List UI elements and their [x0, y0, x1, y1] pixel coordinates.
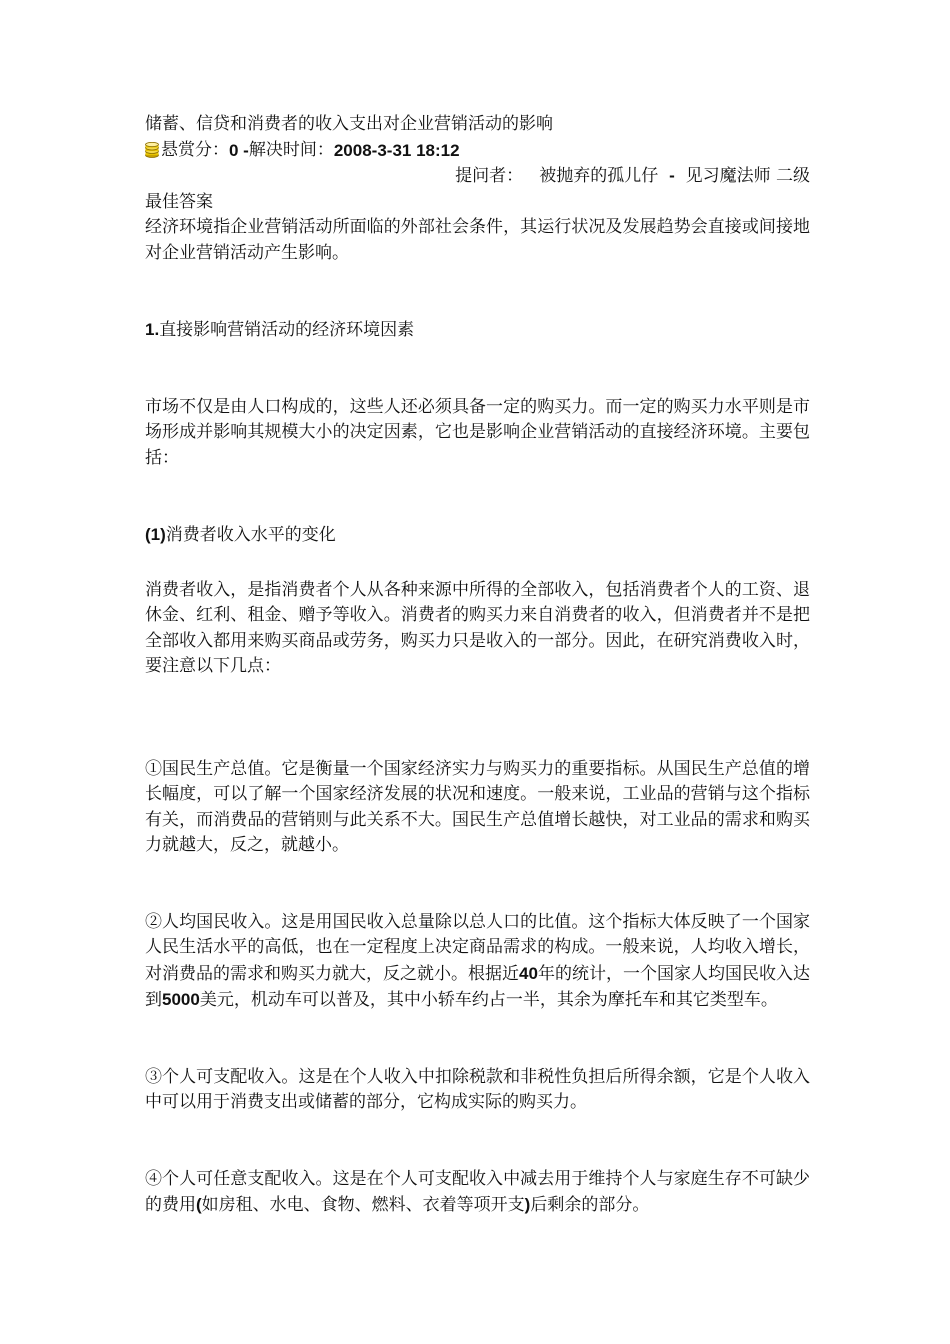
- point-4-paragraph: [145, 1167, 810, 1219]
- subsection-1-text: 消费者收入，是指消费者个人从各种来源中所得的全部收入，包括消费者个人的工资、退休金、红利、租金、赠予等收入。消费者的购买力来自消费者的收入，但消费者并不是把全部收入都用来购买商品或劳务，购买力只是收入的一部分。因此，在研究消费收入时，要注意以下几点：: [145, 579, 810, 676]
- resolve-time-value: 2008-3-31 18:12: [333, 140, 460, 160]
- point-2-income: 5000: [162, 990, 200, 1009]
- coin-stack-icon: [145, 141, 159, 157]
- question-title: 储蓄、信贷和消费者的收入支出对企业营销活动的影响: [145, 114, 553, 134]
- point-2-years: 40: [519, 963, 538, 983]
- subsection-1-number: (1): [145, 525, 166, 544]
- section-1-heading: [145, 317, 810, 344]
- section-1-number: 1.: [145, 320, 160, 339]
- section-1-text: 市场不仅是由人口构成的，这些人还必须具备一定的购买力。而一定的购买力水平则是市场形成并影响其规模大小的决定因素，它也是影响企业营销活动的直接经济环境。主要包括：: [145, 396, 810, 468]
- asker-info: [145, 163, 810, 190]
- subsection-1-heading: [145, 522, 810, 549]
- asker-name[interactable]: 被抛弃的孤儿仔: [539, 166, 659, 186]
- subsection-1-title: 消费者收入水平的变化: [165, 525, 336, 545]
- point-4-paren-open: (: [196, 1195, 202, 1214]
- point-2-text-a: ②人均国民收入。这是用国民收入总量除以总人口的比值。这个指标大体反映了一个国家人民生活水平的高低，也在一定程度上决定商品需求的构成。一般来说，人均收入增长，对消费品的需求和购买力就大，反之就小。根据近: [145, 911, 810, 984]
- point-2-text-b: 年的统计，一个国家人均国民收入达到: [145, 963, 811, 1010]
- point-2-paragraph: [145, 910, 810, 1014]
- section-1-title: 直接影响营销活动的经济环境因素: [159, 320, 415, 340]
- reward-label: 悬赏分：: [161, 139, 229, 160]
- point-4-text-b: 如房租、水电、食物、燃料、衣着等项开支: [201, 1195, 525, 1215]
- point-2-text-c: 美元，机动车可以普及，其中小轿车约占一半，其余为摩托车和其它类型车。: [199, 990, 778, 1010]
- asker-label: 提问者：: [455, 166, 524, 186]
- point-4-text-a: ④个人可任意支配收入。这是在个人可支配收入中减去用于维持个人与家庭生存不可缺少的费用: [145, 1168, 810, 1215]
- asker-rank: 见习魔法师 二级: [685, 166, 810, 186]
- answer-intro: 经济环境指企业营销活动所面临的外部社会条件，其运行状况及发展趋势会直接或间接地对企业营销活动产生影响。: [145, 217, 810, 263]
- point-4-paren-close: ): [524, 1195, 531, 1214]
- document-page: [145, 112, 810, 1219]
- best-answer-label: 最佳答案: [145, 191, 213, 212]
- point-3-paragraph: ③个人可支配收入。这是在个人收入中扣除税款和非税性负担后所得余额，它是个人收入中可以用于消费支出或储蓄的部分，它构成实际的购买力。: [145, 1066, 810, 1112]
- point-1-paragraph: ①国民生产总值。它是衡量一个国家经济实力与购买力的重要指标。从国民生产总值的增长幅度，可以了解一个国家经济发展的状况和速度。一般来说，工业品的营销与这个指标有关，而消费品的营销则与此关系不大。国民生产总值增长越快，对工业品的需求和购买力就越大，反之，就越小。: [145, 758, 810, 855]
- question-meta: [145, 138, 810, 164]
- reward-value: 0 -: [229, 140, 249, 160]
- point-4-text-c: 后剩余的部分。: [530, 1195, 650, 1215]
- resolve-time-label: 解决时间：: [248, 139, 334, 160]
- asker-separator: -: [669, 166, 675, 185]
